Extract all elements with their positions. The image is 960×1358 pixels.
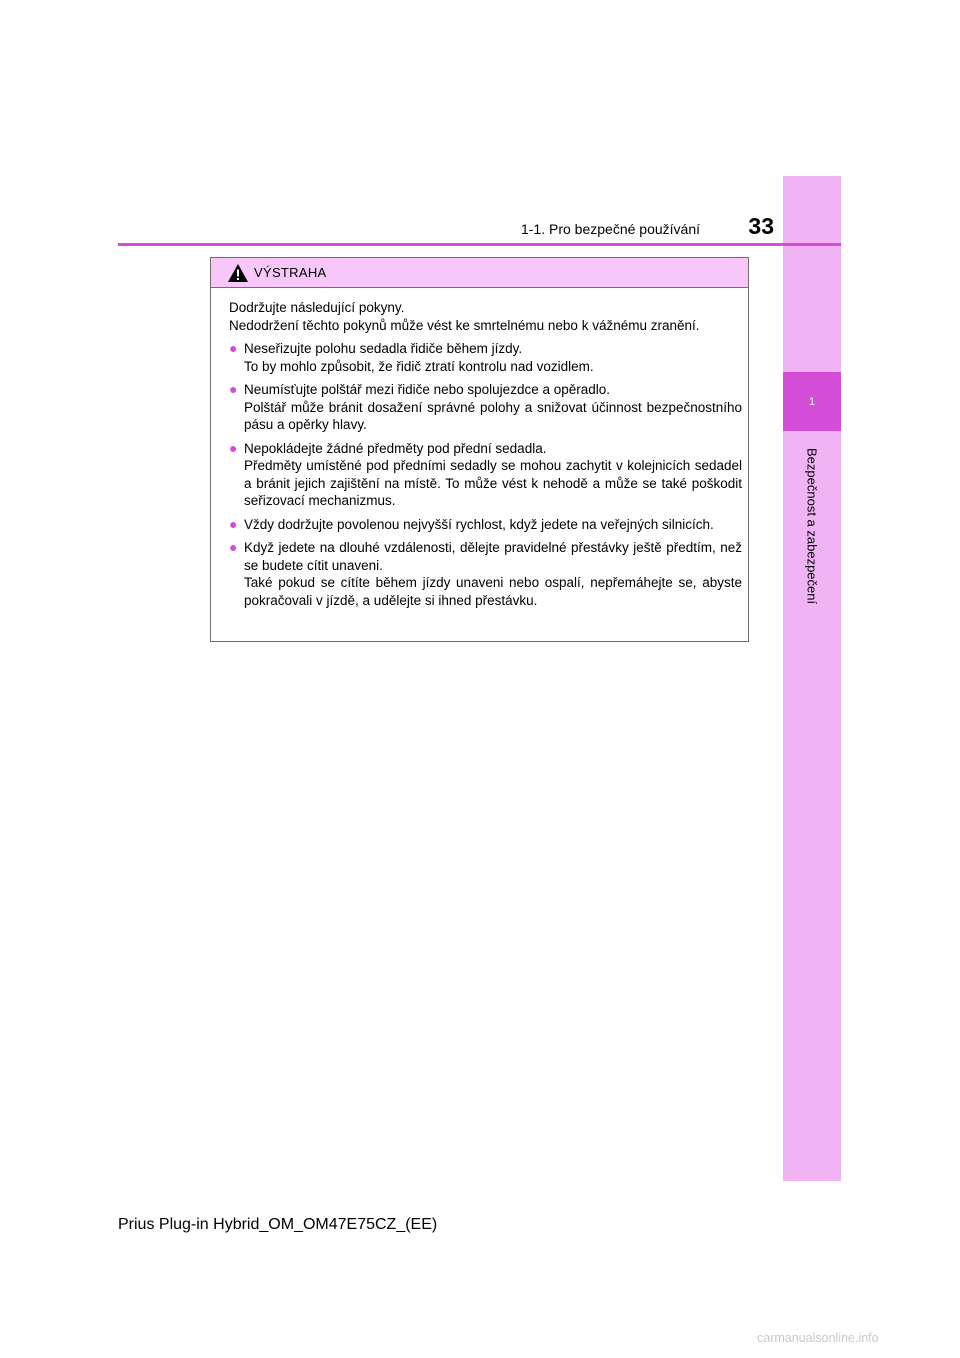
warning-header: [211, 258, 748, 288]
warning-body: [211, 288, 748, 609]
warning-label: VÝSTRAHA: [254, 265, 327, 280]
watermark: carmanualsonline.info: [757, 1331, 879, 1345]
item-line: Nepokládejte žádné předměty pod přední sedadla.: [244, 440, 547, 456]
item-line: Také pokud se cítíte během jízdy unaveni nebo ospalí, nepřemáhejte se, abyste pokračovali v jízdě, a udělejte si ihned přestávku.: [244, 575, 742, 608]
page-number: 33: [748, 213, 774, 239]
warning-item: [229, 381, 742, 434]
header-divider: [118, 243, 841, 246]
warning-item: [229, 516, 742, 534]
item-line: Předměty umístěné pod předními sedadly se mohou zachytit v kolejnicích sedadel a bránit jejich zajištění na místě. To může vést k nehodě a může se také poškodit seřizovací mechanizmus.: [244, 458, 742, 508]
document-footer: Prius Plug-in Hybrid_OM_OM47E75CZ_(EE): [118, 1216, 438, 1233]
warning-intro: [229, 299, 742, 334]
warning-item: [229, 340, 742, 375]
chapter-title: Bezpečnost a zabezpečení: [804, 447, 820, 605]
bullet-icon: ●: [229, 340, 238, 356]
chapter-number-tab[interactable]: [783, 372, 841, 431]
warning-item: [229, 440, 742, 510]
warning-item: [229, 539, 742, 609]
section-title: 1-1. Pro bezpečné používání: [520, 221, 700, 237]
intro-line: Dodržujte následující pokyny.: [229, 300, 405, 315]
chapter-number: 1: [808, 395, 816, 408]
item-line: Neseřizujte polohu sedadla řidiče během jízdy.: [244, 341, 523, 356]
chapter-side-tab: [783, 176, 841, 1181]
warning-triangle-icon: [227, 263, 249, 283]
item-line: Neumísťujte polštář mezi řidiče nebo spolujezdce a opěradlo.: [244, 382, 611, 397]
item-line: To by mohlo způsobit, že řidič ztratí kontrolu nad vozidlem.: [244, 358, 594, 374]
bullet-icon: ●: [229, 539, 238, 555]
intro-line: Nedodržení těchto pokynů může vést ke smrtelnému nebo k vážnému zranění.: [229, 317, 700, 333]
item-line: Polštář může bránit dosažení správné polohy a snižovat účinnost bezpečnostního pásu a opěrky hlavy.: [244, 399, 742, 432]
bullet-icon: ●: [229, 439, 238, 456]
item-line: Vždy dodržujte povolenou nejvyšší rychlost, když jedete na veřejných silnicích.: [244, 516, 714, 532]
bullet-icon: ●: [229, 515, 238, 532]
bullet-icon: ●: [229, 381, 238, 397]
item-line: Když jedete na dlouhé vzdálenosti, dělejte pravidelné přestávky ještě předtím, než se budete cítit unaveni.: [244, 540, 742, 573]
warning-box: [210, 257, 749, 642]
chapter-title-tab: [783, 438, 841, 614]
